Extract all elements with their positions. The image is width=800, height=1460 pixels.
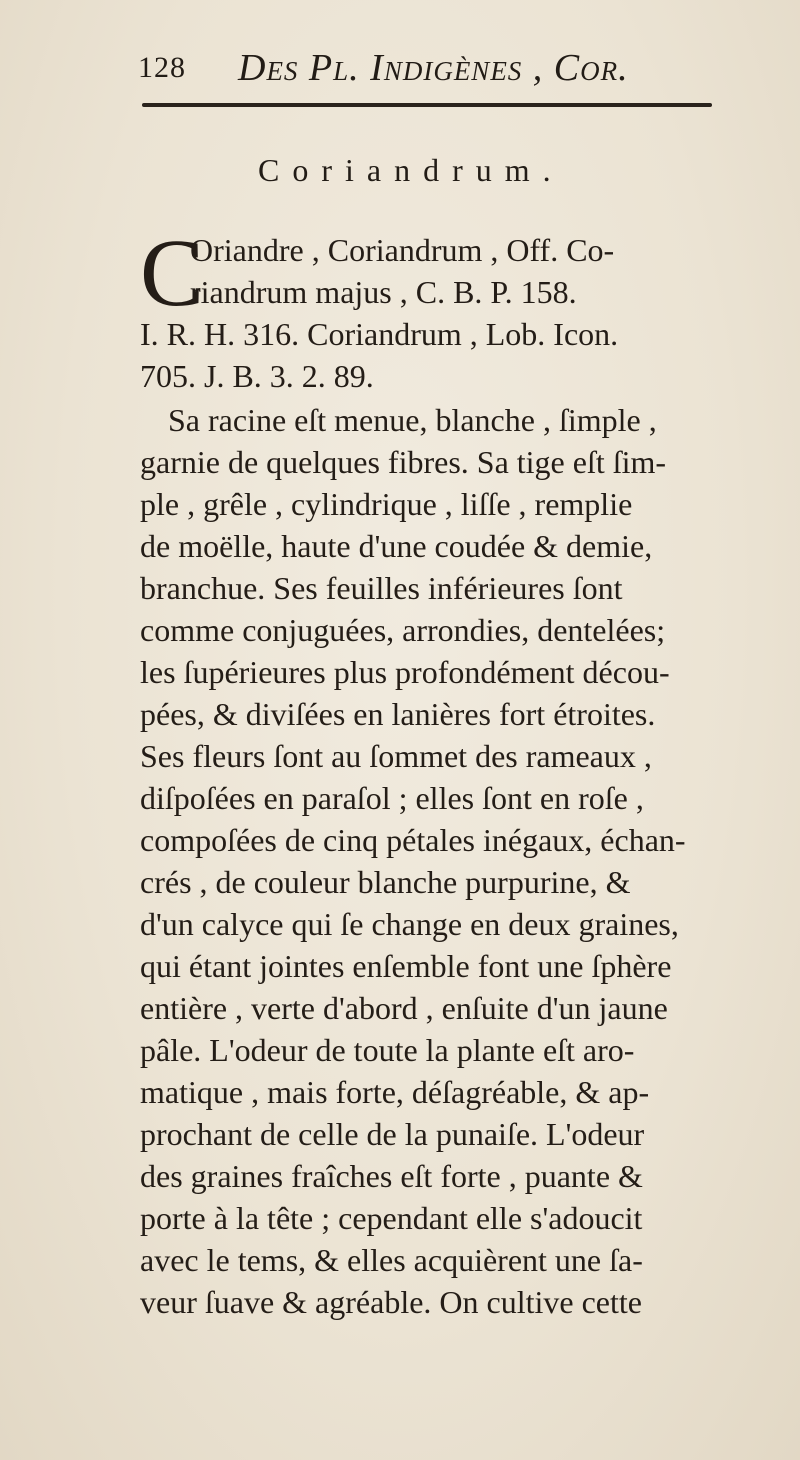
text-line: comme conjuguées, arrondies, dentelées;	[140, 612, 666, 648]
text-line: Oriandre , Coriandrum , Off. Co-	[190, 232, 615, 268]
text-line: veur ſuave & agréable. On cultive cette	[140, 1284, 642, 1320]
text-line: Sa racine eſt menue, blanche , ſimple ,	[168, 402, 657, 438]
running-title: Des Pl. Indigènes , Cor.	[238, 47, 629, 89]
text-line: riandrum majus , C. B. P. 158.	[190, 274, 577, 310]
text-line: entière , verte d'abord , enſuite d'un jaune	[140, 990, 668, 1026]
text-line: matique , mais forte, déſagréable, & ap-	[140, 1074, 650, 1110]
text-line: Ses fleurs ſont au ſommet des rameaux ,	[140, 738, 652, 774]
text-line: pées, & diviſées en lanières fort étroites.	[140, 696, 656, 732]
text-line: diſpoſées en paraſol ; elles ſont en roſe ,	[140, 780, 644, 816]
text-line: compoſées de cinq pétales inégaux, échan-	[140, 822, 686, 858]
text-line: d'un calyce qui ſe change en deux graines,	[140, 906, 679, 942]
text-line: de moëlle, haute d'une coudée & demie,	[140, 528, 653, 564]
drop-cap: C	[140, 219, 205, 326]
page-number: 128	[138, 51, 186, 84]
text-line: 705. J. B. 3. 2. 89.	[140, 358, 374, 394]
text-line: porte à la tête ; cependant elle s'adoucit	[140, 1200, 643, 1236]
text-line: crés , de couleur blanche purpurine, &	[140, 864, 631, 900]
text-line: des graines fraîches eſt forte , puante &	[140, 1158, 643, 1194]
text-line: pâle. L'odeur de toute la plante eſt aro-	[140, 1032, 635, 1068]
text-line: I. R. H. 316. Coriandrum , Lob. Icon.	[140, 316, 619, 352]
section-heading: Coriandrum.	[258, 152, 564, 188]
text-line: qui étant jointes enſemble font une ſphère	[140, 948, 672, 984]
text-line: garnie de quelques fibres. Sa tige eſt ſim-	[140, 444, 667, 480]
text-line: les ſupérieures plus profondément décou-	[140, 654, 670, 690]
text-line: avec le tems, & elles acquièrent une ſa-	[140, 1242, 643, 1278]
text-line: branchue. Ses feuilles inférieures ſont	[140, 570, 623, 606]
text-line: ple , grêle , cylindrique , liſſe , remplie	[140, 486, 633, 522]
text-line: prochant de celle de la punaiſe. L'odeur	[140, 1116, 645, 1152]
